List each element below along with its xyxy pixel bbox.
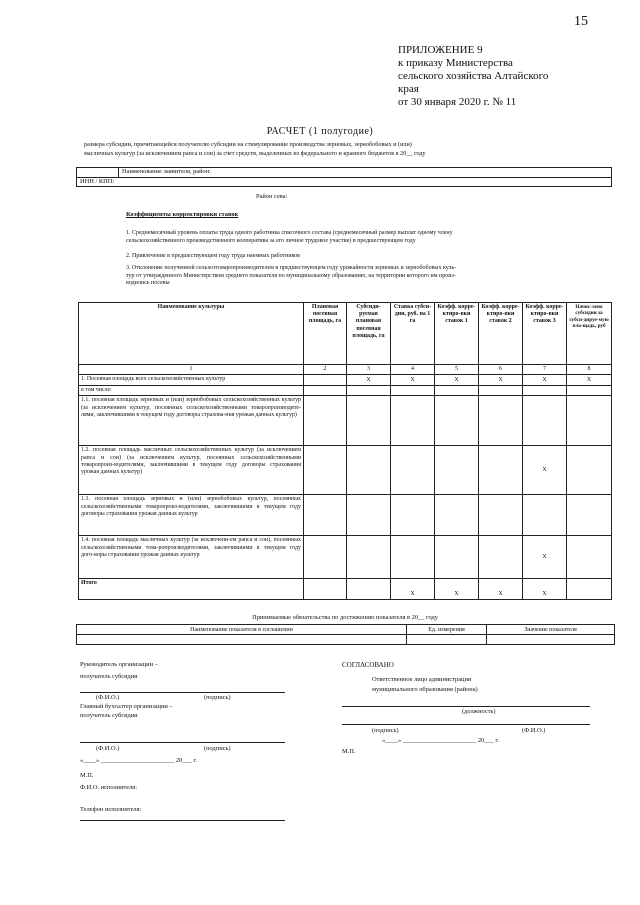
column-number-row [79, 365, 612, 375]
column-number: 2 [304, 365, 347, 375]
cell [479, 446, 523, 495]
table-row [79, 536, 612, 579]
table-row [79, 495, 612, 536]
fio-caption: (Ф.И.О.) [96, 745, 120, 752]
page-number: 15 [574, 14, 588, 29]
header-crop-name: Наименование культуры [79, 303, 304, 365]
accountant-label: получатель субсидии [80, 712, 138, 719]
x-mark: X [435, 375, 479, 386]
cell [391, 495, 435, 536]
cell [479, 536, 523, 579]
x-mark: X [523, 446, 567, 495]
total-row [79, 579, 612, 600]
cell [407, 635, 487, 645]
header-coef-1: Коэфф. корре-ктиро-вки ставок 1 [435, 303, 479, 365]
date-line: «____» _______________________ 20___ г. [80, 757, 197, 764]
responsible-label: муниципального образования (района) [372, 686, 478, 693]
appendix-line: края [398, 83, 419, 95]
coefficient-text: 1. Среднемесячный уровень оплаты труда одного работника списочного состава (среднемесячный размер выплат одному члену [126, 230, 453, 236]
cell [391, 446, 435, 495]
header-accrued: Начис-лено субсидии за субси-дируе-мую пло-щадь, руб [567, 303, 612, 365]
signature-line [80, 692, 285, 693]
appendix-header [398, 44, 598, 109]
sign-caption: (подпись) [204, 694, 231, 701]
cell [479, 495, 523, 536]
coefficient-item-1 [126, 230, 616, 245]
indicator-row [77, 635, 615, 645]
x-mark: X [435, 579, 479, 600]
district-label: Район сева: [256, 193, 288, 200]
coefficient-text: сельскохозяйственного производственного кооператива за его личное трудовое участие) в предшествующем году [126, 237, 416, 244]
header-planned-area: Плановая посевная площадь, га [304, 303, 347, 365]
cell [304, 386, 347, 396]
x-mark: X [347, 375, 391, 386]
coefficient-text: 3. Отклонение полученной сельхозтоваропроизводителем в предшествующем году урожайности зерновых и зернобобовых куль- [126, 265, 457, 271]
row-label: 1.2. посевная площадь масличных сельскохозяйственных культур (за исключением рапса и сои) (за исключением культур, посеянных сельскохозяйственными товаропроиз-водителями, заключившими в текущем году договоры страхования урожая данных культур) [79, 446, 304, 495]
subtitle-line-1: размера субсидии, причитающейся получателю субсидии на стимулирование производства зерновых, зернобобовых и (или) [84, 141, 412, 148]
header-row [79, 303, 612, 365]
header-coef-3: Коэфф. корре-ктиро-вки ставок 3 [523, 303, 567, 365]
signature-line [342, 706, 590, 707]
cell [77, 635, 407, 645]
x-mark: X [391, 579, 435, 600]
head-label: получатель субсидии [80, 673, 138, 680]
cell [347, 446, 391, 495]
column-number: 6 [479, 365, 523, 375]
cell [391, 396, 435, 446]
table-row [79, 446, 612, 495]
sign-caption: (подпись) [372, 727, 399, 734]
row-label: 1.1. посевная площадь зерновых и (или) зернобобовых сельскохозяйственных культур (за исключением культур, посеянных сельскохозяйственными товаропроизводите-лями, заключившими в текущем году договоры страхова-ния урожая данных культур) [79, 396, 304, 446]
column-number: 8 [567, 365, 612, 375]
indicator-header-row [77, 625, 615, 635]
divider [76, 177, 612, 178]
cell [523, 396, 567, 446]
responsible-label: Ответственное лицо администрации [372, 676, 472, 683]
accountant-label: Главный бухгалтер организации – [80, 703, 173, 710]
cell [304, 396, 347, 446]
table-row [79, 386, 612, 396]
cell [391, 386, 435, 396]
document-title: РАСЧЕТ (1 полугодие) [266, 126, 374, 137]
agreed-label: СОГЛАСОВАНО [342, 661, 394, 669]
cell [304, 536, 347, 579]
date-line: «____» _______________________ 20___ г. [382, 737, 499, 744]
indicator-value-header: Значение показателя [487, 625, 615, 635]
executor-label: Ф.И.О. исполнителя: [80, 784, 138, 791]
stamp-label: М.П. [342, 748, 356, 755]
cell [347, 536, 391, 579]
cell [347, 495, 391, 536]
divider [118, 167, 119, 177]
x-mark: X [567, 375, 612, 386]
applicant-label: Наименование заявителя, район: [122, 168, 211, 175]
coefficient-item-2: 2. Привлечение в предшествующем году труда наемных работников [126, 253, 301, 259]
cell [567, 386, 612, 396]
indicator-unit-header: Ед. измерения [407, 625, 487, 635]
row-label: 1. Посевная площадь всех сельскохозяйственных культур [79, 375, 304, 386]
cell [347, 396, 391, 446]
cell [523, 495, 567, 536]
signature-line [80, 742, 285, 743]
subsidy-table [78, 302, 612, 600]
table-row [79, 375, 612, 386]
stamp-label: М.П. [80, 772, 94, 779]
header-rate: Ставка субси-дии, руб. на 1 га [391, 303, 435, 365]
x-mark: X [479, 579, 523, 600]
table-row [79, 396, 612, 446]
appendix-line: сельского хозяйства Алтайского [398, 70, 549, 82]
position-caption: (должность) [462, 708, 496, 715]
cell [567, 396, 612, 446]
cell [347, 386, 391, 396]
cell [523, 386, 567, 396]
x-mark: X [479, 375, 523, 386]
column-number: 4 [391, 365, 435, 375]
cell [567, 495, 612, 536]
indicator-name-header: Наименование показателя в соглашении [77, 625, 407, 635]
cell [391, 536, 435, 579]
cell [487, 635, 615, 645]
row-label: в том числе: [79, 386, 304, 396]
cell [304, 495, 347, 536]
column-number: 5 [435, 365, 479, 375]
cell [304, 375, 347, 386]
cell [435, 446, 479, 495]
cell [479, 386, 523, 396]
cell [347, 579, 391, 600]
header-subsidized-area: Субсиди-руемая плановая посевная площадь, га [347, 303, 391, 365]
x-mark: X [523, 375, 567, 386]
cell [435, 396, 479, 446]
cell [304, 446, 347, 495]
fio-caption: (Ф.И.О.) [522, 727, 546, 734]
head-label: Руководитель организации – [80, 661, 158, 668]
row-label: 1.4. посевная площадь масличных культур (за исключени-ем рапса и сои), посеянных сельскохозяйственными това-ропроизводителями, заключившими в текущем году дого-воры страхования урожая данных культур [79, 536, 304, 579]
inn-label: ИНН / КПП: [80, 178, 115, 185]
fio-caption: (Ф.И.О.) [96, 694, 120, 701]
obligations-title: Принимаемые обязательства по достижению показателя в 20__ году [252, 614, 438, 621]
cell [567, 536, 612, 579]
x-mark: X [391, 375, 435, 386]
coefficient-item-3 [126, 265, 616, 288]
cell [567, 446, 612, 495]
coefficient-text: тур от утвержденного Министерством среднего показателя по муниципальному образованию, на территории которого им произ- [126, 272, 456, 279]
column-number: 1 [79, 365, 304, 375]
appendix-line: ПРИЛОЖЕНИЕ 9 [398, 44, 483, 56]
cell [304, 579, 347, 600]
cell [435, 536, 479, 579]
cell [435, 386, 479, 396]
cell [435, 495, 479, 536]
x-mark: X [523, 579, 567, 600]
sign-caption: (подпись) [204, 745, 231, 752]
coefficient-text: водились посевы [126, 280, 170, 287]
column-number: 7 [523, 365, 567, 375]
coefficients-heading: Коэффициенты корректировки ставок [126, 211, 239, 218]
signature-line [342, 724, 590, 725]
phone-label: Телефон исполнителя: [80, 806, 142, 813]
signature-line [80, 820, 285, 821]
appendix-line: от 30 января 2020 г. № 11 [398, 96, 517, 108]
cell [567, 579, 612, 600]
cell [479, 396, 523, 446]
appendix-line: к приказу Министерства [398, 57, 513, 69]
row-label: 1.3. посевная площадь зерновых и (или) зернобобовых культур, посеянных сельскохозяйственными товаропроиз-водителями, заключившими в текущем году договоры страхования урожая данных культур [79, 495, 304, 536]
x-mark: X [523, 536, 567, 579]
column-number: 3 [347, 365, 391, 375]
subtitle-line-2: масличных культур (за исключением рапса и сои) за счет средств, выделенных из федерального и краевого бюджетов в 20__ году [84, 150, 426, 157]
header-coef-2: Коэфф. корре-ктиро-вки ставок 2 [479, 303, 523, 365]
indicator-table [76, 624, 615, 645]
total-label: Итого [79, 579, 304, 600]
